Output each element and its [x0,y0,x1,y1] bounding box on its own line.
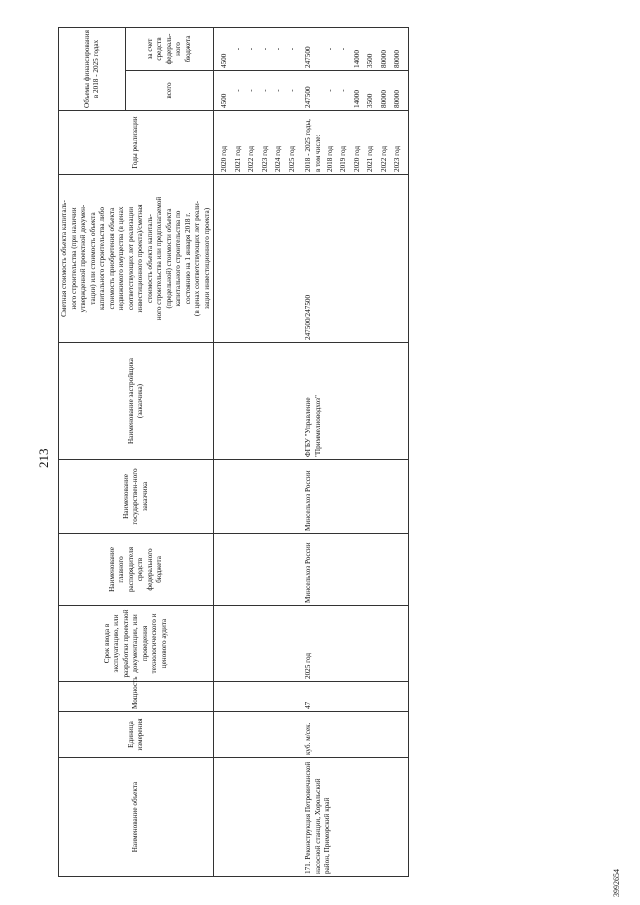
total-value: - [287,89,296,92]
year-label: 2023 год [260,146,269,172]
year-label: 2019 год [339,146,347,172]
year-label: 2018 год [325,146,334,172]
header-federal: за счет средств федераль-ного бюджета [126,28,214,71]
federal-value: 4500 [220,53,228,68]
developer-cell: ФГБУ "Управление "Приммелиоводхоз" [302,343,408,460]
total-cell [302,71,408,111]
cost-cell: 247500/247500 [302,175,408,343]
object-name-cell [302,758,408,877]
header-object-name: Наименование объекта [59,758,214,877]
federal-value: 80000 [379,50,388,68]
year-label: 2021 год [366,146,374,172]
header-developer: Наименование застройщика (заказчика) [59,343,214,460]
header-total: всего [126,71,214,111]
year-label: 2022 год [247,146,255,172]
years-cell [214,111,303,175]
header-cost: Сметная стоимость объекта капиталь- ного строительства (при наличии утвержденной проектной докумен- тации) или стоимость объекта капитального строительства либо стоимость приобретения объекта недвижимого имущества (в ценах соответствующих лет реализации инвестиционного проекта)/сметная стоимость объекта капиталь- ного строительства или предполагаемой (предельной) стоимости объекта капитального строительства по состоянию на 1 января 2018 г. (в ценах соответствующих лет реали- зации инвестиционного проекта) [59,175,214,343]
federal-value: - [274,47,282,51]
federal-cell [214,28,303,71]
period-label: 2018 - 2025 годы, [304,119,312,172]
federal-value: 80000 [393,50,401,68]
year-label: 2024 год [274,146,282,172]
main-manager-cell: Минсельхоз России [302,534,408,606]
header-capacity: Мощность [59,682,214,712]
table-header [59,28,214,877]
item-number: 171. [304,861,312,874]
total-value: 80000 [393,90,401,108]
total-value: 3500 [366,93,374,108]
state-customer-cell: Минсельхоз России [302,460,408,534]
capacity-cell: 47 [302,682,408,712]
document-id: 3992654 [612,869,621,897]
total-value: - [274,89,282,92]
total-value: - [325,89,334,92]
year-label: 2020 год [220,146,228,172]
federal-value: - [339,47,347,51]
page-number: 213 [36,448,51,468]
header-state-customer: Наименование государствен-ного заказчика [59,460,214,534]
years-cell [302,111,408,175]
total-value: - [247,89,255,92]
total-value: - [339,89,347,92]
header-years: Годы реализации [59,111,214,175]
header-commissioning: Срок ввода в эксплуатацию, или разработки проектной документации, или проведения технологического и ценового аудита [59,606,214,682]
investment-table [58,27,409,877]
total-value: 4500 [220,93,228,108]
federal-value: 3500 [366,53,374,68]
commissioning-cell: 2025 год [302,606,408,682]
header-funding-group: Объемы финансирования в 2018 - 2025 годах [59,28,126,111]
total-cell [214,71,303,111]
unit-cell: куб. м/сек. [302,712,408,758]
federal-value: - [247,47,255,51]
table-row-continuation [214,28,303,877]
federal-value: 14000 [352,50,361,68]
year-label: 2020 год [352,146,361,172]
table-row-item-171 [302,28,408,877]
total-value: 80000 [379,90,388,108]
year-label: 2023 год [393,146,401,172]
total-value: - [233,89,242,92]
year-label: 2025 год [287,146,296,172]
header-unit: Единица измерения [59,712,214,758]
period-total: 247500 [304,86,312,108]
header-main-manager: Наименование главного распорядителя средств федерального бюджета [59,534,214,606]
total-value: - [260,89,269,92]
object-name: Реконструкция Петровичанской насосной станции, Хорольский район, Приморский край [304,761,331,874]
period-federal: 247500 [304,46,312,68]
federal-cell [302,28,408,71]
federal-value: - [233,47,242,51]
including-label: в том числе: [313,134,322,172]
federal-value: - [325,47,334,51]
federal-value: - [287,47,296,51]
federal-value: - [260,47,269,51]
total-value: 14000 [352,90,361,108]
year-label: 2021 год [233,146,242,172]
year-label: 2022 год [379,146,388,172]
